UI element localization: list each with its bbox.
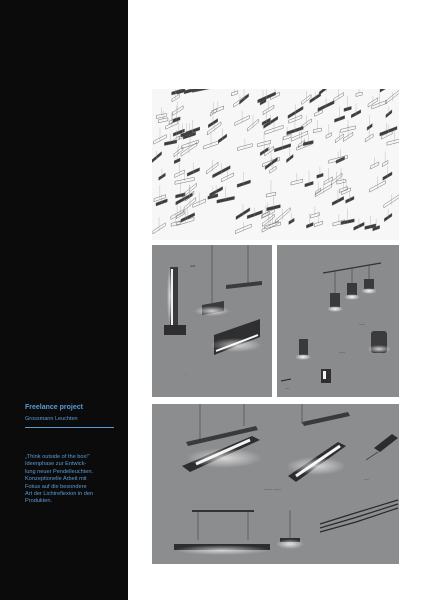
sketch-doodle [332,190,344,205]
svg-text:notiz: notiz [190,265,196,268]
sketch-doodle [288,104,303,118]
sketch-doodle [237,172,250,187]
sketch-doodle [317,167,323,179]
sketch-doodle [372,93,387,109]
sketch-doodle [306,214,313,229]
sketch-doodle [310,207,319,218]
project-title: Freelance project [25,404,83,411]
sketch-doodle [315,184,331,196]
render-image-rectangular-lamps [152,245,272,397]
sketch-doodle [193,193,206,208]
sketch-doodle [305,171,313,187]
sketch-doodle [380,125,397,136]
sketch-doodle [177,89,185,94]
sketch-drawing [152,89,399,240]
sketch-doodle [314,214,322,227]
project-description [25,454,120,506]
sketch-doodle [218,128,227,143]
description-line: Art der Lichtreflexion in den [25,491,94,498]
sketch-doodle [289,213,294,224]
description-line: Produkten. [25,498,53,505]
sketch-doodle [258,90,276,103]
sketch-doodle [186,120,200,135]
sketch-doodle [265,157,277,169]
sketch-doodle [159,169,166,181]
sketch-doodle [382,152,388,167]
sketch-doodle [212,101,224,113]
svg-text:~~~: ~~~ [285,387,290,390]
sketch-doodle [316,182,321,195]
sketch-doodle [334,106,344,122]
sketch-doodle [335,131,343,143]
sketch-doodle [152,151,162,163]
sketch-doodle [384,209,392,222]
sketch-doodle [235,222,251,233]
description-line: Fokus auf die besondere [25,483,87,490]
sketch-doodle [354,218,364,230]
sketch-doodle [291,173,303,185]
render-image-linear-lamps [152,404,399,564]
sketch-doodle [257,133,270,147]
sketch-doodle [239,89,248,104]
divider-line [25,427,114,428]
sketch-doodle [344,96,351,112]
sketch-doodle [383,166,392,180]
svg-text:~~~~: ~~~~ [339,351,346,354]
client-name: Grossmann Leuchten [25,416,78,422]
sketch-doodle [177,210,194,226]
render-drawing [277,245,399,397]
svg-text:~~~~: ~~~~ [359,323,366,326]
sketch-doodle [156,107,166,118]
sketch-doodle [386,107,392,118]
sketch-doodle [334,89,344,102]
sketch-doodle [337,168,345,184]
sketch-doodle [313,120,321,132]
sketch-doodle [303,134,313,146]
sketch-doodle [171,204,184,220]
render-image-cylinder-lamps [277,245,399,397]
svg-text:~~~~~ ~~~~~: ~~~~~ ~~~~~ [264,487,282,491]
sketch-doodle [384,194,399,208]
sketch-doodle [231,89,237,96]
sketch-doodle [206,160,218,174]
sketch-doodle [204,132,219,149]
description-line: lung neuer Pendelleuchten. [25,468,94,475]
sketch-doodle [172,102,183,116]
sketch-doodle [326,124,332,138]
sketch-doodle [346,192,354,203]
sketch-doodle [287,119,303,134]
sketch-doodle [351,103,361,117]
sketch-doodle [286,146,293,163]
sketch-doodle [175,163,185,178]
sketch-doodle [175,173,194,184]
sketch-doodle [208,116,217,128]
sketch-doodle [158,111,168,123]
sketch-doodle [235,111,250,126]
sketch-doodle [154,185,166,202]
sketch-doodle [169,111,176,124]
sketch-doodle [267,195,281,211]
sketch-doodle [187,162,199,176]
sketch-doodle [365,129,373,142]
sketch-doodle [248,115,259,132]
sketch-doodle [176,206,184,219]
sketch-doodle [319,89,333,95]
sketch-sheet-image [152,89,399,240]
svg-text:...: ... [184,372,187,376]
description-line: Ideenphase zur Entwick- [25,461,87,468]
sidebar [0,0,128,600]
sketch-doodle [274,137,290,152]
sketch-doodle [153,217,165,234]
sketch-doodle [370,157,378,169]
sketch-doodle [266,180,276,197]
render-drawing [152,404,399,564]
sketch-doodle [341,120,356,132]
sketch-doodle [385,90,399,104]
sketch-doodle [318,98,334,112]
description-line: „Think outside of the box!“ [25,454,90,460]
sketch-doodle [356,89,362,97]
description-line: Konzeptionelle Arbeit mit [25,476,87,483]
sketch-doodle [380,89,389,92]
sketch-doodle [238,139,253,151]
render-drawing [152,245,272,397]
sketch-doodle [154,127,167,144]
sketch-doodle [341,209,354,225]
sketch-doodle [367,115,372,130]
svg-text:~~~: ~~~ [364,477,369,481]
